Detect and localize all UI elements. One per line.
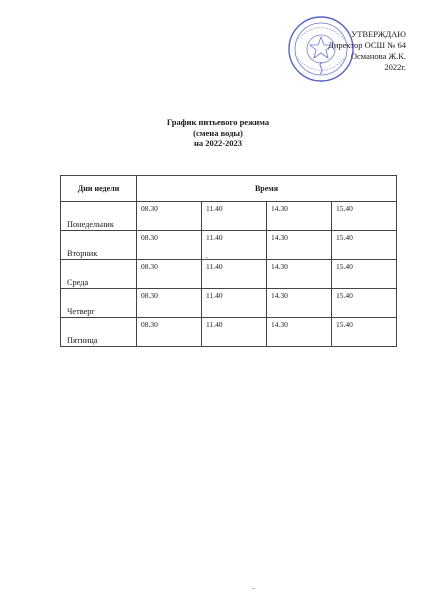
time-cell: 08.30: [137, 318, 202, 347]
header-time: Время: [137, 176, 397, 202]
time-cell: 11.40: [202, 202, 267, 231]
table-row: [61, 289, 397, 318]
time-cell: 11.40: [202, 231, 267, 260]
day-cell: Вторник: [61, 231, 137, 260]
table-row: [61, 260, 397, 289]
time-cell: 14.30: [267, 231, 332, 260]
time-cell: 14.30: [267, 260, 332, 289]
document-title: [0, 117, 436, 149]
day-cell: Пятница: [61, 318, 137, 347]
time-cell: 14.30: [267, 289, 332, 318]
approval-position: Директор ОСШ № 64: [328, 40, 406, 50]
day-cell: Понедельник: [61, 202, 137, 231]
time-cell: 08.30: [137, 289, 202, 318]
header-days: Дни недели: [61, 176, 137, 202]
scan-speck: [205, 257, 208, 258]
approval-date: 2022г.: [384, 62, 406, 72]
table-row: [61, 202, 397, 231]
time-cell: 14.30: [267, 202, 332, 231]
time-cell: 15.40: [332, 289, 397, 318]
table-row: [61, 318, 397, 347]
time-cell: 15.40: [332, 260, 397, 289]
time-cell: 08.30: [137, 202, 202, 231]
title-line-3: на 2022-2023: [193, 138, 243, 148]
school-seal-stamp: [286, 14, 356, 84]
time-cell: 15.40: [332, 202, 397, 231]
approval-name: Османова Ж.К.: [350, 51, 406, 61]
table-row: [61, 231, 397, 260]
day-cell: Четверг: [61, 289, 137, 318]
scan-speck: [252, 588, 255, 589]
time-cell: 15.40: [332, 318, 397, 347]
time-cell: 11.40: [202, 289, 267, 318]
drinking-schedule-table: [60, 175, 397, 347]
title-line-2: (смена воды): [193, 127, 243, 138]
time-cell: 08.30: [137, 260, 202, 289]
title-line-1: График питьевого режима: [166, 117, 270, 127]
table-header-row: [61, 176, 397, 202]
time-cell: 11.40: [202, 260, 267, 289]
time-cell: 08.30: [137, 231, 202, 260]
day-cell: Среда: [61, 260, 137, 289]
time-cell: 11.40: [202, 318, 267, 347]
time-cell: 14.30: [267, 318, 332, 347]
approval-title: УТВЕРЖДАЮ: [351, 29, 406, 39]
time-cell: 15.40: [332, 231, 397, 260]
